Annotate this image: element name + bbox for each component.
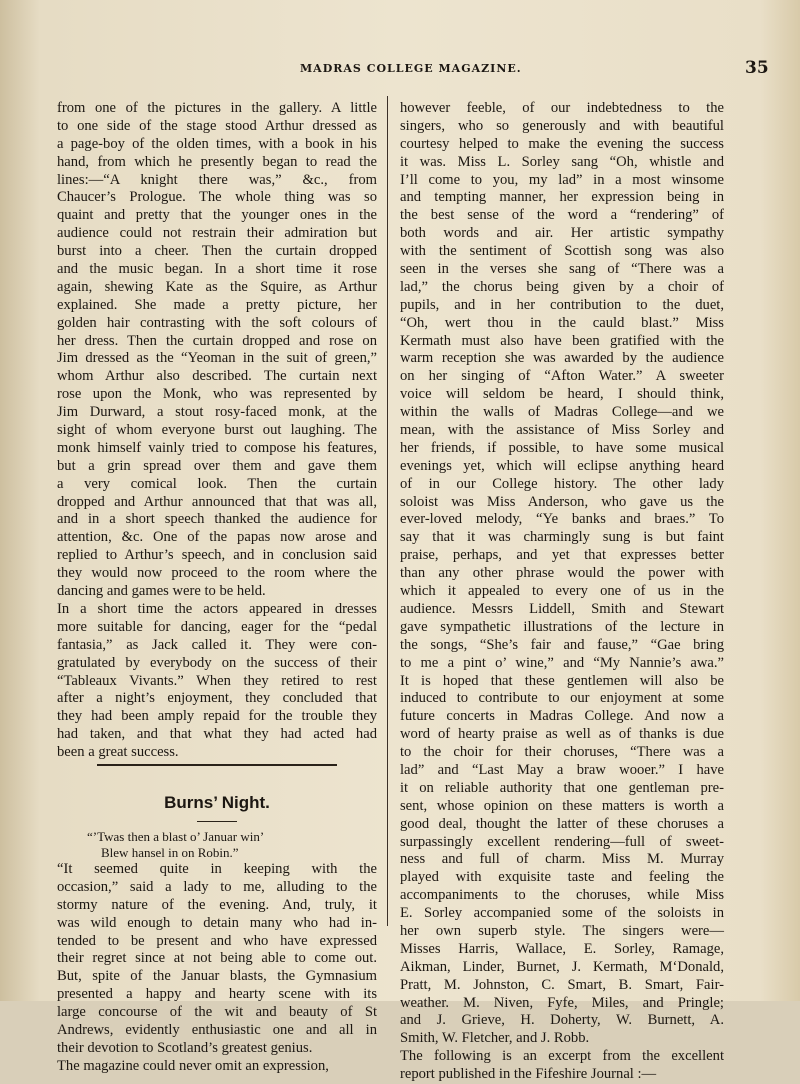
text-line: her dress. Then the curtain dropped and rose on (57, 332, 377, 349)
text-line: tended to be present and who have expressed (57, 932, 377, 949)
text-line: which it appealed to every one of us in the (400, 583, 724, 600)
text-line: sent, whose opinion on these matters is worth a (400, 797, 724, 814)
text-line: after a night’s enjoyment, they concluded that (57, 690, 377, 707)
text-line: to me a pint o’ wine,” and “My Nannie’s awa.” (400, 654, 724, 671)
text-line: report published in the Fifeshire Journal :— (400, 1066, 657, 1083)
text-line: The following is an excerpt from the excellent (400, 1048, 724, 1065)
text-line: her own superb style. The singers were— (400, 922, 724, 939)
text-line: ness and full of charm. Miss M. Murray (400, 851, 724, 868)
text-line: Pratt, M. Johnston, C. Smart, B. Smart, Fair- (400, 976, 724, 993)
paragraph-burns-night (57, 861, 377, 1058)
text-line: seen in the verses she sang of “There was a (400, 261, 724, 278)
paragraph-magazine-expression (57, 1058, 377, 1076)
text-line: to one side of the stage stood Arthur dressed as (57, 117, 377, 134)
text-line: their regret since at not being able to come out. (57, 950, 377, 967)
text-line: rose upon the Monk, who was represented by (57, 386, 377, 403)
text-line: evenings yet, which will eclipse anything heard (400, 457, 724, 474)
text-line: induced to contribute to our enjoyment at some (400, 690, 724, 707)
text-line: their devotion to Scotland’s greatest genius. (57, 1039, 313, 1056)
page-number: 35 (745, 58, 769, 78)
paragraph-singers (400, 100, 724, 1048)
text-line: was wild enough to detain many who had in- (57, 914, 377, 931)
text-line: gave sympathetic illustrations of the lecture in (400, 618, 724, 635)
section-separator (57, 762, 377, 776)
paragraph-excerpt-intro (400, 1048, 724, 1084)
text-line: replied to Arthur’s speech, and in conclusion said (57, 547, 377, 564)
text-line: and J. Grieve, H. Doherty, W. Burnett, A. (400, 1012, 724, 1029)
column-divider (387, 96, 388, 926)
text-line: Chaucer’s Prologue. The whole thing was so (57, 189, 377, 206)
text-line: But, spite of the Januar blasts, the Gymnasium (57, 968, 377, 985)
text-line: large concourse of the wit and beauty of St (57, 1004, 377, 1021)
text-line: weather. M. Niven, Fyfe, Miles, and Pringle; (400, 994, 724, 1011)
text-line: “Oh, wert thou in the cauld blast.” Miss (400, 314, 724, 331)
text-line: her friends, if possible, to have some musical (400, 439, 724, 456)
text-line: ever-loved melody, “Ye banks and braes.” To (400, 511, 724, 528)
text-line: “Tableaux Vivants.” When they retired to rest (57, 672, 377, 689)
text-line: dropped and Arthur announced that that was all, (57, 493, 377, 510)
text-line: however feeble, of our indebtedness to the (400, 100, 724, 116)
text-line: within the walls of Madras College—and we (400, 404, 724, 421)
text-line: to the choir for their choruses, “There was a (400, 744, 724, 761)
text-line: lad,” the chorus being given by a choir of (400, 278, 724, 295)
text-line: mean, with the assistance of Miss Sorley and (400, 422, 724, 439)
text-line: of in our College history. The other lady (400, 475, 724, 492)
text-line: Kermath must also have been gratified with the (400, 332, 724, 349)
right-column (400, 100, 724, 1084)
text-line: stormy nature of the evening. And, truly, it (57, 896, 377, 913)
text-line: the songs, “She’s fair and fause,” “Gae bring (400, 636, 724, 653)
text-line: had taken, and that what they had acted had (57, 726, 377, 743)
text-line: they would now proceed to the room where the (57, 565, 377, 582)
text-line: on her singing of “Afton Water.” A sweeter (400, 368, 724, 385)
text-line: and in a short speech thanked the audience for (57, 511, 377, 528)
text-line: praise, perhaps, and yet that expresses better (400, 547, 724, 564)
text-line: occasion,” said a lady to me, alluding to the (57, 878, 377, 895)
running-title: MADRAS COLLEGE MAGAZINE. (300, 62, 522, 75)
heading-rule (197, 821, 237, 826)
text-line: Jim Durward, a stout rosy-faced monk, at the (57, 404, 377, 421)
text-line: good deal, thought the latter of these choruses a (400, 815, 724, 832)
text-line: quaint and pretty that the younger ones in the (57, 207, 377, 224)
text-line: monk himself vainly tried to compose his features, (57, 439, 377, 456)
text-line: courtesy helped to make the evening the success (400, 135, 724, 152)
text-line: and tempting manner, her expression being in (400, 189, 724, 206)
epigraph-line-1: “’Twas then a blast o’ Januar win’ (87, 828, 265, 844)
text-line: pupils, and in her contribution to the duet, (400, 296, 724, 313)
text-line: voice will seldom be heard, I should think, (400, 386, 724, 403)
text-line: The magazine could never omit an expression, (57, 1057, 329, 1074)
text-line: been a great success. (57, 744, 179, 761)
text-line: surpassingly excellent rendering—full of sweet- (400, 833, 724, 850)
text-line: audience. Messrs Liddell, Smith and Stewart (400, 600, 724, 617)
text-line: but a grin spread over them and gave them (57, 457, 377, 474)
text-line: gratulated by everybody on the success of their (57, 654, 377, 671)
text-line: played with exquisite taste and feeling the (400, 869, 724, 886)
text-line: from one of the pictures in the gallery. A little (57, 100, 377, 116)
section-heading: Burns’ Night. (164, 792, 270, 812)
text-line: future concerts in Madras College. And now a (400, 708, 724, 725)
text-line: singers, who so generously and with beautiful (400, 117, 724, 134)
text-line: “It seemed quite in keeping with the (57, 860, 377, 877)
epigraph-line-2: Blew hansel in on Robin.” (101, 844, 239, 860)
text-line: both words and air. Her artistic sympathy (400, 225, 724, 242)
text-line: lines:—“A knight there was,” &c., from (57, 171, 377, 188)
text-line: the best sense of the word a “rendering” of (400, 207, 724, 224)
text-line: Andrews, evidently enthusiastic one and all in (57, 1021, 377, 1038)
text-line: a very comical look. Then the curtain (57, 475, 377, 492)
text-line: with the sentiment of Scottish song was also (400, 243, 724, 260)
text-line: lad” and “Last May a braw wooer.” I have (400, 761, 724, 778)
text-line: hand, from which he presently began to read the (57, 153, 377, 170)
text-line: It is hoped that these gentlemen will also be (400, 672, 724, 689)
text-line: burst into a cheer. Then the curtain dropped (57, 243, 377, 260)
text-line: presented a happy and hearty scene with its (57, 986, 377, 1003)
text-line: Aikman, Linder, Burnet, J. Kermath, M‘Donald, (400, 958, 724, 975)
text-line: accompaniments to the choruses, while Miss (400, 887, 724, 904)
text-line: Jim dressed as the “Yeoman in the suit of green,” (57, 350, 377, 367)
text-line: fantasia,” as Jack called it. They were con- (57, 636, 377, 653)
text-line: they had been amply repaid for the trouble they (57, 708, 377, 725)
text-line: more suitable for dancing, eager for the “pedal (57, 618, 377, 635)
text-line: sight of whom everyone burst out laughing. The (57, 422, 377, 439)
text-line: explained. She made a pretty picture, her (57, 296, 377, 313)
text-line: than any other phrase would the power with (400, 565, 724, 582)
text-line: audience could not restrain their admiration but (57, 225, 377, 242)
text-line: golden hair contrasting with the soft colours of (57, 314, 377, 331)
page-header (0, 60, 800, 82)
text-line: it was. Miss L. Sorley sang “Oh, whistle and (400, 153, 724, 170)
text-line: Smith, W. Fletcher, and J. Robb. (400, 1030, 590, 1047)
text-line: and the music began. In a short time it rose (57, 261, 377, 278)
left-column (57, 100, 377, 1076)
text-line: a page-boy of the olden times, with a book in his (57, 135, 377, 152)
text-line: dancing and games were to be held. (57, 583, 266, 600)
text-line: Misses Harris, Wallace, E. Sorley, Ramage, (400, 940, 724, 957)
text-line: E. Sorley accompanied some of the soloists in (400, 905, 724, 922)
text-line: again, shewing Kate as the Squire, as Arthur (57, 278, 377, 295)
paragraph-after-tableaux (57, 601, 377, 762)
text-line: whom Arthur also described. The curtain next (57, 368, 377, 385)
text-line: I’ll come to you, my lad” in a most winsome (400, 171, 724, 188)
text-line: attention, &c. One of the papas now arose and (57, 529, 377, 546)
text-line: word of hearty praise as well as of thanks is due (400, 726, 724, 743)
text-line: it on reliable authority that one gentleman pre- (400, 779, 724, 796)
text-line: soloist was Miss Anderson, who gave us the (400, 493, 724, 510)
text-line: In a short time the actors appeared in dresses (57, 600, 377, 617)
text-line: say that it was charmingly sung is but faint (400, 529, 724, 546)
paragraph-tableaux-end (57, 100, 377, 601)
text-line: warm reception she was awarded by the audience (400, 350, 724, 367)
